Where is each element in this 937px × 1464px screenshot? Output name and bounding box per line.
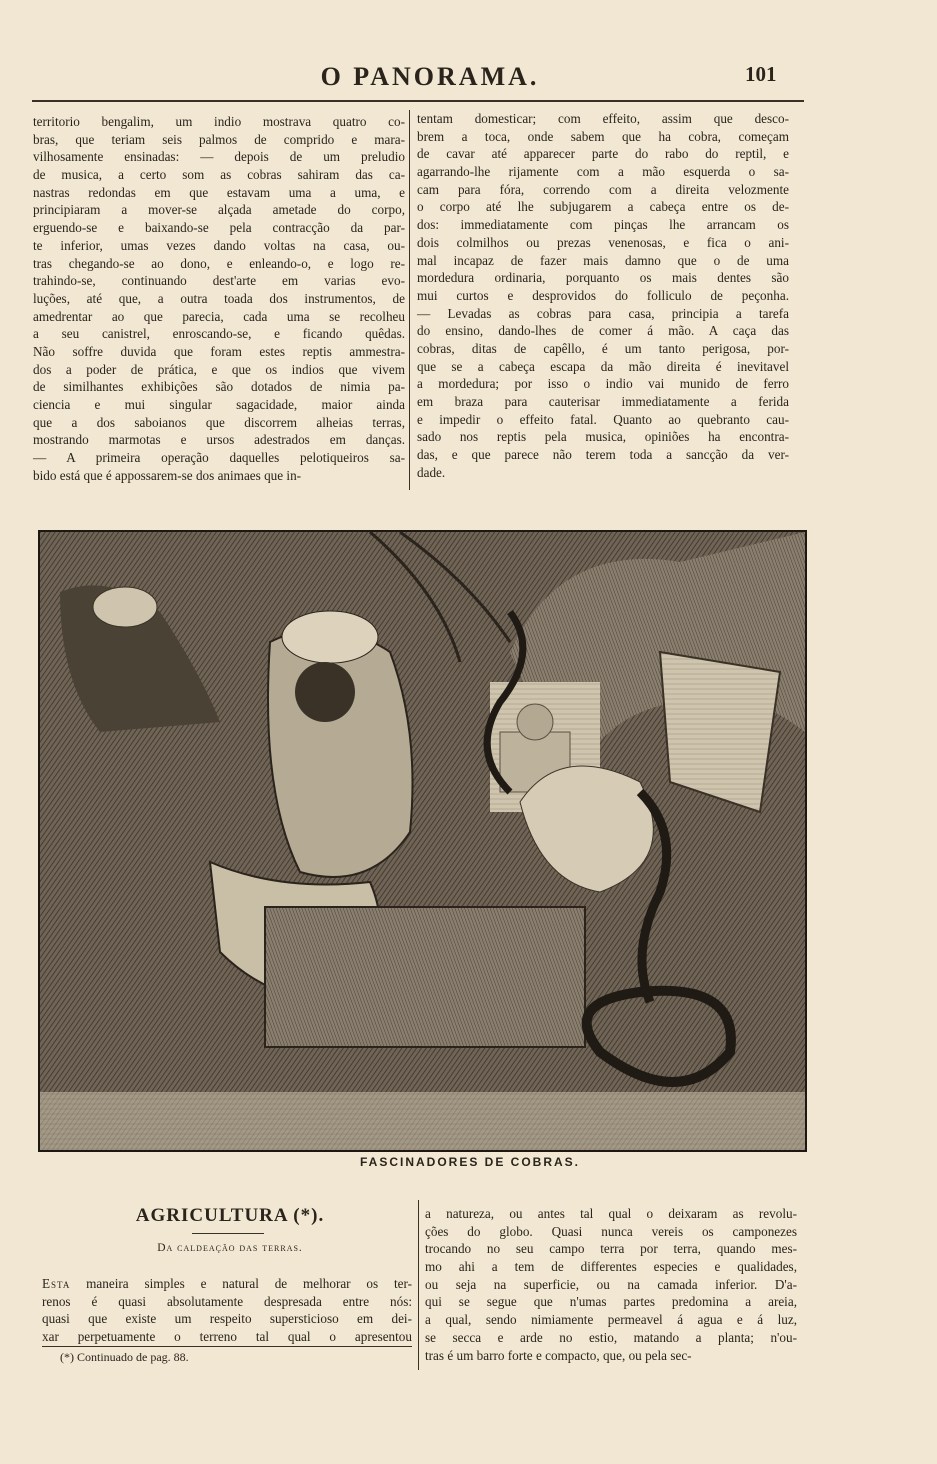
paragraph-line: nastras redondas em que estavam uma a uma, e <box>33 184 405 200</box>
paragraph-line: trahindo-se, continuando dest'arte em varias evo- <box>33 273 405 289</box>
line-text: maneira simples e natural de melhorar os ter- <box>70 1276 412 1291</box>
paragraph-line: das, e que parece não terem toda a sancção da ver- <box>417 447 789 463</box>
section-subtitle: Da caldeação das terras. <box>157 1242 303 1254</box>
paragraph-line: do ensino, dando-lhes de comer á mão. A caça das <box>417 323 789 339</box>
column-divider-bottom <box>418 1200 419 1370</box>
paragraph-line: xar perpetuamente o terreno tal qual o apresentou <box>42 1329 412 1345</box>
engraving-snake-charmers <box>38 530 807 1152</box>
paragraph-line: mostrando marmotas e ursos adestrados em danças. <box>33 432 405 448</box>
paragraph-line: principiaram a mover-se alçada ametade do corpo, <box>33 202 405 218</box>
paragraph-line: a natureza, ou antes tal qual o deixaram as revolu- <box>425 1206 797 1221</box>
paragraph-line: cobras, ditas de capêllo, é um tanto perigosa, por- <box>417 340 789 356</box>
paragraph-line: e impedir o effeito fatal. Quanto ao quebranto cau- <box>417 411 789 427</box>
section-title-agricultura: AGRICULTURA (*). <box>135 1205 325 1226</box>
paragraph-line: dos a poder de prática, e que os indios que vivem <box>33 361 405 377</box>
figure-caption: FASCINADORES DE COBRAS. <box>359 1155 581 1169</box>
top-right-column <box>417 110 789 481</box>
paragraph-line: luções, até que, a outra toada dos instrumentos, de <box>33 290 405 306</box>
paragraph-line: a qual, sendo nimiamente permeavel á agua e á luz, <box>425 1312 797 1328</box>
paragraph-line: que a dos saboianos que discorrem alheias terras, <box>33 414 405 430</box>
paragraph-line: vilhosamente ensinadas: — depois de um preludio <box>33 149 405 165</box>
paragraph-line: ções do globo. Quasi nunca vereis os camponezes <box>425 1223 797 1239</box>
paragraph-line: de similhantes exhibições são dotados de nimia pa- <box>33 379 405 395</box>
paragraph-line: dos: immediatamente com pinças lhe arrancam os <box>417 217 789 233</box>
paragraph-line: a seu canistrel, enroscando-se, e ficando quêdas. <box>33 326 405 342</box>
paragraph-line: a mordedura; por isso o indio vai munido de ferro <box>417 376 789 392</box>
paragraph-line: erguendo-se e baixando-se pela contracção da par- <box>33 220 405 236</box>
paragraph-line: sado nos reptis pela musica, opiniões ha encontra- <box>417 429 789 445</box>
paragraph-line: ou seja na superficie, ou na camada inferior. D'a- <box>425 1276 797 1292</box>
paragraph-line: cam para fóra, correndo com a direita velozmente <box>417 181 789 197</box>
paragraph-line: amedrentar ao que parecia, cada uma se recolheu <box>33 308 405 324</box>
page-number: 101 <box>745 62 777 86</box>
top-left-column <box>33 113 405 484</box>
lead-word: Esta <box>42 1276 71 1291</box>
paragraph-line: territorio bengalim, um indio mostrava quatro co- <box>33 114 405 129</box>
paragraph-line: bido está que é appossarem-se dos animaes que in- <box>33 467 302 483</box>
column-divider-top <box>409 110 410 490</box>
paragraph-line: dade. <box>417 464 446 480</box>
agriculture-right-column <box>425 1205 797 1364</box>
paragraph-line: agarrando-lhe rijamente com a mão esquerda o sa- <box>417 164 789 180</box>
footnote: (*) Continuado de pag. 88. <box>60 1350 189 1364</box>
header-rule <box>32 100 804 102</box>
paragraph-line: tras chegando-se ao dono, e enleando-o, e logo re- <box>33 255 405 271</box>
paragraph-line: ciencia e mui singular sagacidade, maior ainda <box>33 397 405 412</box>
paragraph-line: bras, que teriam seis palmos de comprido e mara- <box>33 131 405 147</box>
paragraph-line: dois colmilhos ou prezas venenosas, e fica o ani- <box>417 234 789 250</box>
paragraph-line: mo ahi a tem de differentes especies e qualidades, <box>425 1259 797 1275</box>
paragraph-line: de cavar até apparecer parte do rabo do reptil, e <box>417 146 789 162</box>
paragraph-line: tentam domesticar; com effeito, assim que desco- <box>417 111 789 126</box>
paragraph-line: qui se segue que n'umas partes predomina a areia, <box>425 1294 797 1310</box>
paragraph-line: — A primeira operação daquelles pelotiqueiros sa- <box>33 450 405 466</box>
paragraph-line: se secca e arde no estio, matando a planta; n'ou- <box>425 1329 797 1345</box>
page-header-title: O PANORAMA. <box>320 62 540 91</box>
paragraph-line: mordedura ordinaria, porquanto os mais dentes são <box>417 270 789 286</box>
paragraph-line: de musica, a certo som as cobras sahiram das ca- <box>33 167 405 183</box>
footnote-rule <box>42 1346 412 1347</box>
paragraph-line: — Levadas as cobras para casa, principia a tarefa <box>417 305 789 321</box>
paragraph-line: brem a toca, onde sabem que ha cobra, começam <box>417 128 789 144</box>
title-underline <box>192 1233 264 1234</box>
paragraph-line: o corpo até lhe subjugarem a cabeça entre os de- <box>417 199 789 215</box>
paragraph-line: te inferior, umas vezes dando voltas na casa, ou- <box>33 237 405 253</box>
paragraph-line: em braza para cauterisar immediatamente a ferida <box>417 394 789 409</box>
paragraph-line: quasi que existe um respeito supersticioso em dei- <box>42 1311 412 1327</box>
paragraph-line <box>42 1275 412 1293</box>
paragraph-line: mal incapaz de fazer mais damno que o de uma <box>417 252 789 268</box>
paragraph-line: trocando no seu campo terra por terra, quando mes- <box>425 1241 797 1257</box>
paragraph-line: renos é quasi absolutamente despresada entre nós: <box>42 1293 412 1309</box>
agriculture-left-column <box>42 1275 412 1346</box>
paragraph-line: que se a cabeça escapa da mão direita é inevitavel <box>417 358 789 374</box>
paragraph-line: tras é um barro forte e compacto, que, ou pela sec- <box>425 1347 692 1363</box>
paragraph-line: mui curtos e desprovidos do folliculo de peçonha. <box>417 287 789 303</box>
paragraph-line: Não soffre duvida que foram estes reptis ammestra- <box>33 343 405 359</box>
